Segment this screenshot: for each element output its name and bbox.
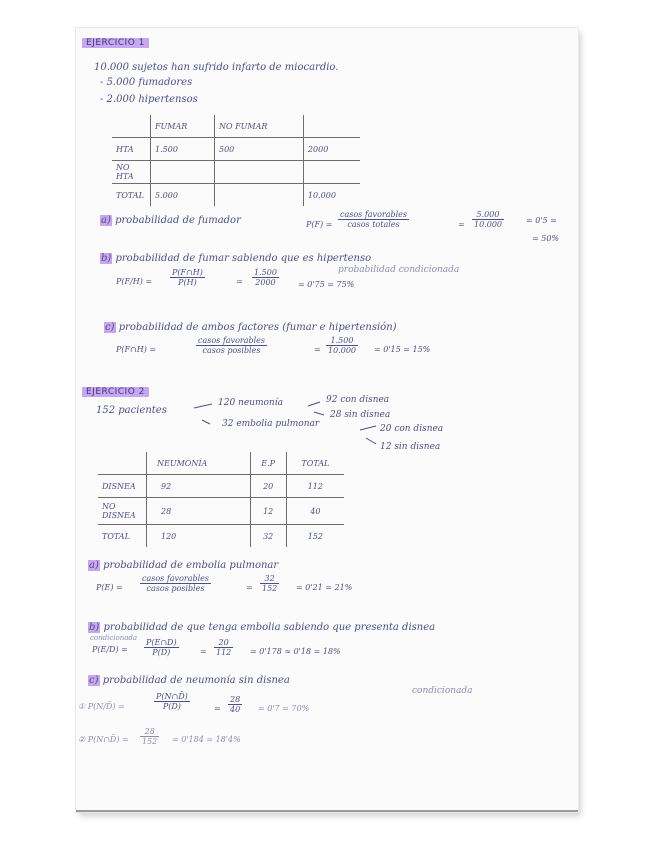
table-cell — [214, 184, 303, 207]
table-cell: 112 — [286, 475, 344, 498]
fraction-denominator: P(D̄) — [162, 702, 181, 711]
exercise-2c-question — [88, 675, 290, 686]
fraction-numerator: 1.500 — [326, 336, 358, 346]
exercise-1c-lhs: P(F∩H) = — [116, 345, 157, 354]
exercise-2b-note: condicionada — [90, 634, 138, 642]
table-row — [112, 138, 360, 161]
exercise-1b-question — [100, 253, 371, 264]
exercise-1-intro: 10.000 sujetos han sufrido infarto de miocardio. — [94, 62, 339, 73]
fraction-numerator: 20 — [214, 638, 233, 648]
fraction-denominator: 112 — [216, 648, 232, 657]
exercise-1b-text: probabilidad de fumar sabiendo que es hipertenso — [115, 253, 372, 264]
fraction-numerator: P(E∩D) — [146, 638, 177, 647]
fraction-numerator: 1.500 — [254, 268, 277, 277]
exercise-2b-fraction-values — [214, 638, 233, 657]
exercise-1a-result: = 0'5 = — [526, 216, 557, 225]
exercise-1a-question — [100, 215, 241, 226]
table-row — [112, 161, 360, 184]
fraction-numerator: P(F∩H) — [172, 268, 203, 277]
exercise-2-table — [98, 452, 344, 547]
equals-sign: = — [214, 704, 221, 713]
table-row-label: HTA — [112, 138, 151, 161]
exercise-2b-lhs: P(E/D) = — [92, 645, 128, 654]
exercise-2c-note: condicionada — [412, 686, 473, 696]
exercise-1c-fraction — [196, 336, 267, 355]
table-row-label: NO DISNEA — [98, 498, 147, 525]
exercise-1a-text: probabilidad de fumador — [115, 215, 241, 226]
exercise-2-branch-pneumonia-no-dyspnea: 28 sin disnea — [330, 410, 391, 420]
exercise-2b-result: = 0'178 ≈ 0'18 = 18% — [250, 647, 341, 656]
fraction-denominator: 40 — [230, 705, 241, 714]
table-cell: 1.500 — [151, 138, 215, 161]
table-header-row — [98, 452, 344, 475]
exercise-2b-text: probabilidad de que tenga embolia sabiendo que presenta disnea — [103, 622, 436, 633]
exercise-2a-fraction — [140, 574, 211, 593]
exercise-2-patients: 152 pacientes — [96, 405, 167, 416]
fraction-numerator: P(N∩D̄) — [156, 692, 188, 701]
fraction-numerator: 28 — [140, 727, 159, 737]
table-row — [98, 525, 344, 548]
fraction-numerator: casos favorables — [340, 210, 407, 219]
exercise-1c-label: c) — [105, 322, 115, 333]
table-header-cell: TOTAL — [286, 452, 344, 475]
exercise-1b-label: b) — [101, 253, 112, 264]
exercise-2-branch-embolism: 32 embolia pulmonar — [222, 419, 320, 429]
table-cell: 32 — [250, 525, 286, 548]
equals-sign: = — [458, 220, 465, 229]
exercise-2c-label: c) — [89, 675, 99, 686]
exercise-2a-question — [88, 560, 278, 571]
exercise-2-branch-embolism-dyspnea: 20 con disnea — [380, 424, 444, 434]
exercise-1-table — [112, 115, 360, 206]
exercise-1-item-hypertensive: - 2.000 hipertensos — [100, 94, 198, 105]
exercise-1c-result: = 0'15 = 15% — [374, 345, 431, 354]
equals-sign: = — [246, 583, 253, 592]
exercise-2c-fraction-2 — [140, 727, 159, 746]
exercise-2a-result: = 0'21 = 21% — [296, 583, 353, 592]
equals-sign: = — [314, 345, 321, 354]
fraction-denominator: P(D) — [152, 648, 171, 657]
exercise-1b-note: probabilidad condicionada — [338, 265, 460, 275]
table-row — [112, 184, 360, 207]
table-header-cell: NO FUMAR — [214, 115, 303, 138]
fraction-denominator: casos totales — [347, 220, 400, 229]
table-cell: 28 — [147, 498, 251, 525]
exercise-2c-result: = 0'7 = 70% — [258, 704, 310, 713]
table-cell — [214, 161, 303, 184]
table-cell: 92 — [147, 475, 251, 498]
table-row — [98, 475, 344, 498]
fraction-numerator: casos favorables — [142, 574, 209, 583]
fraction-numerator: casos favorables — [198, 336, 265, 345]
table-cell: 10.000 — [303, 184, 360, 207]
fraction-numerator: 32 — [260, 574, 279, 584]
exercise-1c-question — [104, 322, 397, 333]
exercise-2b-question — [88, 622, 435, 633]
exercise-2c-line1-lhs: ① P(N/D̄) = — [78, 702, 125, 711]
exercise-1a-fraction-values — [472, 210, 504, 229]
table-header-cell: E.P — [250, 452, 286, 475]
exercise-2b-fraction — [144, 638, 179, 657]
exercise-2c-text: probabilidad de neumonía sin disnea — [102, 675, 290, 686]
exercise-2a-fraction-values — [260, 574, 279, 593]
fraction-denominator: 10.000 — [328, 346, 356, 355]
table-cell: 5.000 — [151, 184, 215, 207]
fraction-denominator: P(H) — [178, 278, 197, 287]
fraction-denominator: 152 — [142, 737, 158, 746]
table-row-label: TOTAL — [98, 525, 147, 548]
table-cell — [151, 161, 215, 184]
table-cell: 40 — [286, 498, 344, 525]
fraction-denominator: 10.000 — [474, 220, 502, 229]
exercise-1a-label: a) — [101, 215, 111, 226]
exercise-2-branch-pneumonia: 120 neumonía — [218, 398, 283, 408]
table-cell — [112, 115, 151, 138]
table-header-cell — [303, 115, 360, 138]
table-cell — [303, 161, 360, 184]
exercise-1b-lhs: P(F/H) = — [116, 277, 153, 286]
table-header-cell: NEUMONÍA — [147, 452, 251, 475]
table-cell: 12 — [250, 498, 286, 525]
exercise-1b-fraction-values — [252, 268, 279, 287]
exercise-1c-fraction-values — [326, 336, 358, 355]
fraction-numerator: 5.000 — [472, 210, 504, 220]
exercise-1b-result: = 0'75 = 75% — [298, 280, 355, 289]
table-row-label: TOTAL — [112, 184, 151, 207]
fraction-denominator: casos posibles — [146, 584, 205, 593]
exercise-2c-result-2: = 0'184 = 18'4% — [172, 735, 241, 744]
table-cell: 120 — [147, 525, 251, 548]
exercise-1-item-smokers: - 5.000 fumadores — [100, 77, 193, 88]
table-cell: 500 — [214, 138, 303, 161]
exercise-2c-fraction — [154, 692, 190, 711]
exercise-1c-text: probabilidad de ambos factores (fumar e hipertensión) — [118, 322, 397, 333]
table-cell: 2000 — [303, 138, 360, 161]
exercise-2a-label: a) — [89, 560, 99, 571]
exercise-1-title: EJERCICIO 1 — [82, 38, 149, 48]
exercise-1a-percent: = 50% — [532, 234, 560, 243]
fraction-denominator: 152 — [262, 584, 278, 593]
exercise-1b-fraction — [170, 268, 205, 287]
exercise-2a-text: probabilidad de embolia pulmonar — [103, 560, 279, 571]
table-header-row — [112, 115, 360, 138]
table-cell — [98, 452, 147, 475]
fraction-denominator: casos posibles — [202, 346, 261, 355]
table-header-cell: FUMAR — [151, 115, 215, 138]
table-cell: 20 — [250, 475, 286, 498]
exercise-2b-label: b) — [89, 622, 100, 633]
table-row-label: DISNEA — [98, 475, 147, 498]
exercise-2c-line2-lhs: ② P(N∩D̄) = — [78, 735, 129, 744]
table-row — [98, 498, 344, 525]
exercise-1a-lhs: P(F) = — [306, 220, 333, 229]
exercise-2-title: EJERCICIO 2 — [82, 387, 149, 397]
table-row-label: NO HTA — [112, 161, 151, 184]
exercise-2c-fraction-values — [228, 695, 242, 714]
exercise-2a-lhs: P(E) = — [96, 583, 123, 592]
fraction-numerator: 28 — [230, 695, 241, 704]
fraction-denominator: 2000 — [255, 278, 276, 287]
equals-sign: = — [200, 647, 207, 656]
exercise-2-branch-pneumonia-dyspnea: 92 con disnea — [326, 395, 390, 405]
equals-sign: = — [236, 277, 243, 286]
table-cell: 152 — [286, 525, 344, 548]
exercise-1a-fraction — [338, 210, 409, 229]
exercise-2-branch-embolism-no-dyspnea: 12 sin disnea — [380, 442, 441, 452]
